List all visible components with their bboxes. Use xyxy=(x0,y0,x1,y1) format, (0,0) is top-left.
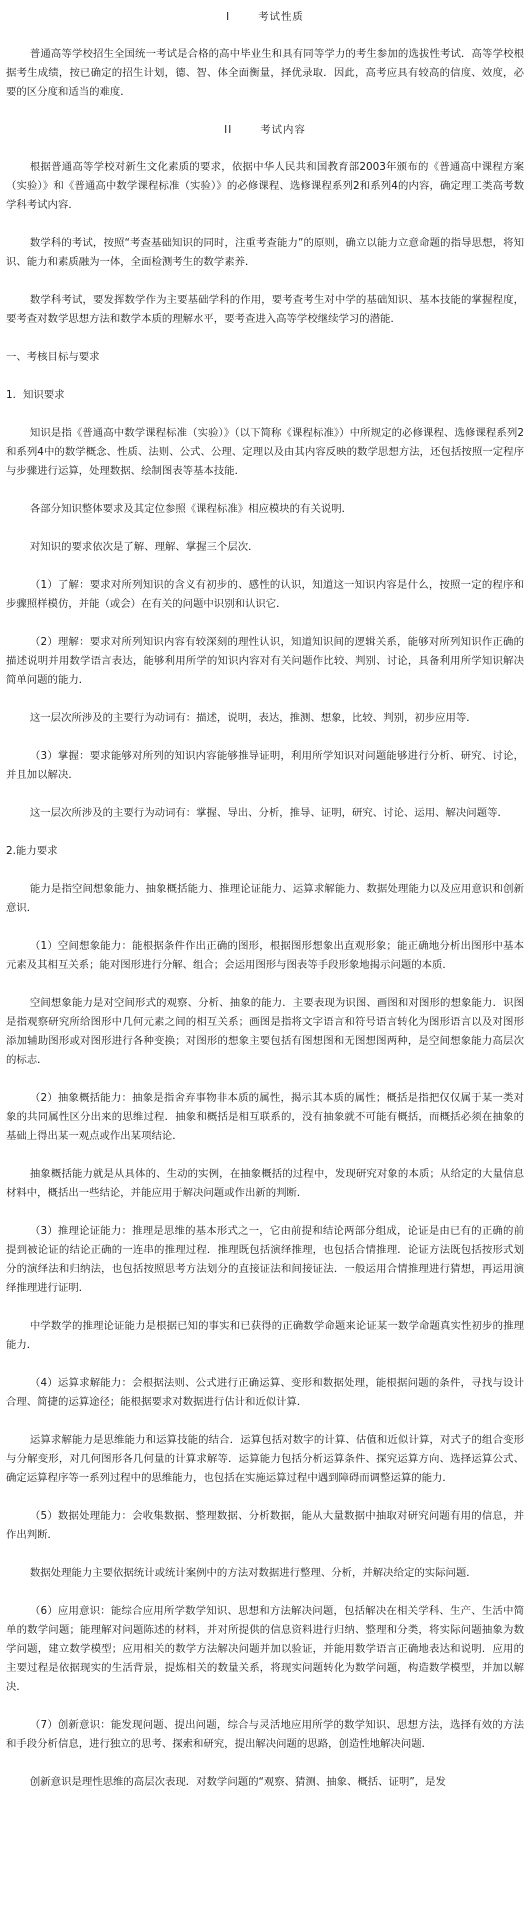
paragraph: 各部分知识整体要求及其定位参照《课程标准》相应模块的有关说明． xyxy=(29,503,353,515)
heading-title: 考试性质 xyxy=(258,11,304,23)
paragraph: 抽象概括能力就是从具体的、生动的实例，在抽象概括的过程中，发现研究对象的本质；从给定的大量信息材料中，概括出一些结论，并能应用于解决问题或作出新的判断． xyxy=(6,1168,524,1199)
paragraph: 这一层次所涉及的主要行为动词有：掌握、导出、分析，推导、证明，研究、讨论、运用、解决问题等． xyxy=(29,807,508,819)
paragraph: 创新意识是理性思维的高层次表现．对数学问题的“观察、猜测、抽象、概括、证明”，是发 xyxy=(29,1776,446,1788)
paragraph: 数学科的考试，按照“考查基础知识的同时，注重考查能力”的原则，确立以能力立意命题的指导思想，将知识、能力和素质融为一体，全面检测考生的数学素养． xyxy=(6,237,524,268)
heading-exam-nature xyxy=(6,8,524,27)
paragraph: 数学科考试，要发挥数学作为主要基础学科的作用，要考查考生对中学的基础知识、基本技能的掌握程度，要考查对数学思想方法和数学本质的理解水平，要考查进入高等学校继续学习的潜能． xyxy=(6,294,524,325)
heading-exam-content xyxy=(6,121,524,140)
paragraph: （2）理解：要求对所列知识内容有较深刻的理性认识，知道知识间的逻辑关系，能够对所列知识作正确的描述说明并用数学语言表达，能够利用所学的知识内容对有关问题作比较、判别、讨论，具备利用所学知识解决简单问题的能力． xyxy=(6,636,524,686)
paragraph: （7）创新意识：能发现问题、提出问题，综合与灵活地应用所学的数学知识、思想方法，选择有效的方法和手段分析信息，进行独立的思考、探索和研究，提出解决问题的思路，创造性地解决问题． xyxy=(6,1719,524,1750)
paragraph: （2）抽象概括能力：抽象是指舍弃事物非本质的属性，揭示其本质的属性；概括是指把仅仅属于某一类对象的共同属性区分出来的思维过程．抽象和概括是相互联系的，没有抽象就不可能有概括，而概括必须在抽象的基础上得出某一观点或作出某项结论． xyxy=(6,1092,524,1142)
paragraph: 根据普通高等学校对新生文化素质的要求，依据中华人民共和国教育部2003年颁布的《普通高中课程方案（实验）》和《普通高中数学课程标准（实验）》的必修课程、选修课程系列2和系列4的内容，确定理工类高考数学科考试内容． xyxy=(6,161,524,211)
paragraph: （3）推理论证能力：推理是思维的基本形式之一，它由前提和结论两部分组成，论证是由已有的正确的前提到被论证的结论正确的一连串的推理过程．推理既包括演绎推理，也包括合情推理．论证方法既包括按形式划分的演绎法和归纳法，也包括按照思考方法划分的直接证法和间接证法．一般运用合情推理进行猜想，再运用演绎推理进行证明． xyxy=(6,1225,524,1294)
heading-number: I xyxy=(226,11,231,23)
paragraph: （4）运算求解能力：会根据法则、公式进行正确运算、变形和数据处理，能根据问题的条件，寻找与设计合理、简捷的运算途径；能根据要求对数据进行估计和近似计算． xyxy=(6,1377,524,1408)
paragraph: （3）掌握：要求能够对所列的知识内容能够推导证明，利用所学知识对问题能够进行分析、研究、讨论，并且加以解决． xyxy=(6,750,524,781)
paragraph: （1）了解：要求对所列知识的含义有初步的、感性的认识，知道这一知识内容是什么，按照一定的程序和步骤照样模仿，并能（或会）在有关的问题中识别和认识它． xyxy=(6,579,524,610)
paragraph: 空间想象能力是对空间形式的观察、分析、抽象的能力．主要表现为识图、画图和对图形的想象能力．识图是指观察研究所给图形中几何元素之间的相互关系；画图是指将文字语言和符号语言转化为图形语言以及对图形添加辅助图形或对图形进行各种变换；对图形的想象主要包括有图想图和无图想图两种，是空间想象能力高层次的标志． xyxy=(6,997,524,1066)
heading-number: II xyxy=(224,124,233,136)
paragraph: 能力是指空间想象能力、抽象概括能力、推理论证能力、运算求解能力、数据处理能力以及应用意识和创新意识． xyxy=(6,883,524,914)
paragraph: 知识是指《普通高中数学课程标准（实验）》（以下简称《课程标准》）中所规定的必修课程、选修课程系列2和系列4中的数学概念、性质、法则、公式、公理、定理以及由其内容反映的数学思想方法，还包括按照一定程序与步骤进行运算，处理数据、绘制图表等基本技能． xyxy=(6,427,524,477)
heading-title: 考试内容 xyxy=(260,124,306,136)
paragraph: 普通高等学校招生全国统一考试是合格的高中毕业生和具有同等学力的考生参加的选拔性考试．高等学校根据考生成绩，按已确定的招生计划，德、智、体全面衡量，择优录取．因此，高考应具有较高的信度、效度，必要的区分度和适当的难度． xyxy=(6,48,524,98)
paragraph: （5）数据处理能力：会收集数据、整理数据、分析数据，能从大量数据中抽取对研究问题有用的信息，并作出判断． xyxy=(6,1510,524,1541)
paragraph: （6）应用意识：能综合应用所学数学知识、思想和方法解决问题，包括解决在相关学科、生产、生活中简单的数学问题；能理解对问题陈述的材料，并对所提供的信息资料进行归纳、整理和分类，将实际问题抽象为数学问题，建立数学模型；应用相关的数学方法解决问题并加以验证，并能用数学语言正确地表达和说明．应用的主要过程是依据现实的生活背景，提炼相关的数量关系，将现实问题转化为数学问题，构造数学模型，并加以解决． xyxy=(6,1605,524,1693)
subsection-heading: 1．知识要求 xyxy=(6,389,65,401)
subsection-heading: 2.能力要求 xyxy=(6,845,58,857)
paragraph: （1）空间想象能力：能根据条件作出正确的图形，根据图形想象出直观形象；能正确地分析出图形中基本元素及其相互关系；能对图形进行分解、组合；会运用图形与图表等手段形象地揭示问题的本质． xyxy=(6,940,524,971)
paragraph: 运算求解能力是思维能力和运算技能的结合．运算包括对数字的计算、估值和近似计算，对式子的组合变形与分解变形，对几何图形各几何量的计算求解等．运算能力包括分析运算条件、探究运算方向、选择运算公式、确定运算程序等一系列过程中的思维能力，也包括在实施运算过程中遇到障碍而调整运算的能力． xyxy=(6,1434,524,1484)
paragraph: 中学数学的推理论证能力是根据已知的事实和已获得的正确数学命题来论证某一数学命题真实性初步的推理能力． xyxy=(6,1320,524,1351)
paragraph: 对知识的要求依次是了解、理解、掌握三个层次． xyxy=(29,541,259,553)
paragraph: 这一层次所涉及的主要行为动词有：描述，说明，表达，推测、想象，比较、判别，初步应用等． xyxy=(29,712,477,724)
section-heading: 一、考核目标与要求 xyxy=(6,351,100,363)
paragraph: 数据处理能力主要依据统计或统计案例中的方法对数据进行整理、分析，并解决给定的实际问题． xyxy=(29,1567,477,1579)
